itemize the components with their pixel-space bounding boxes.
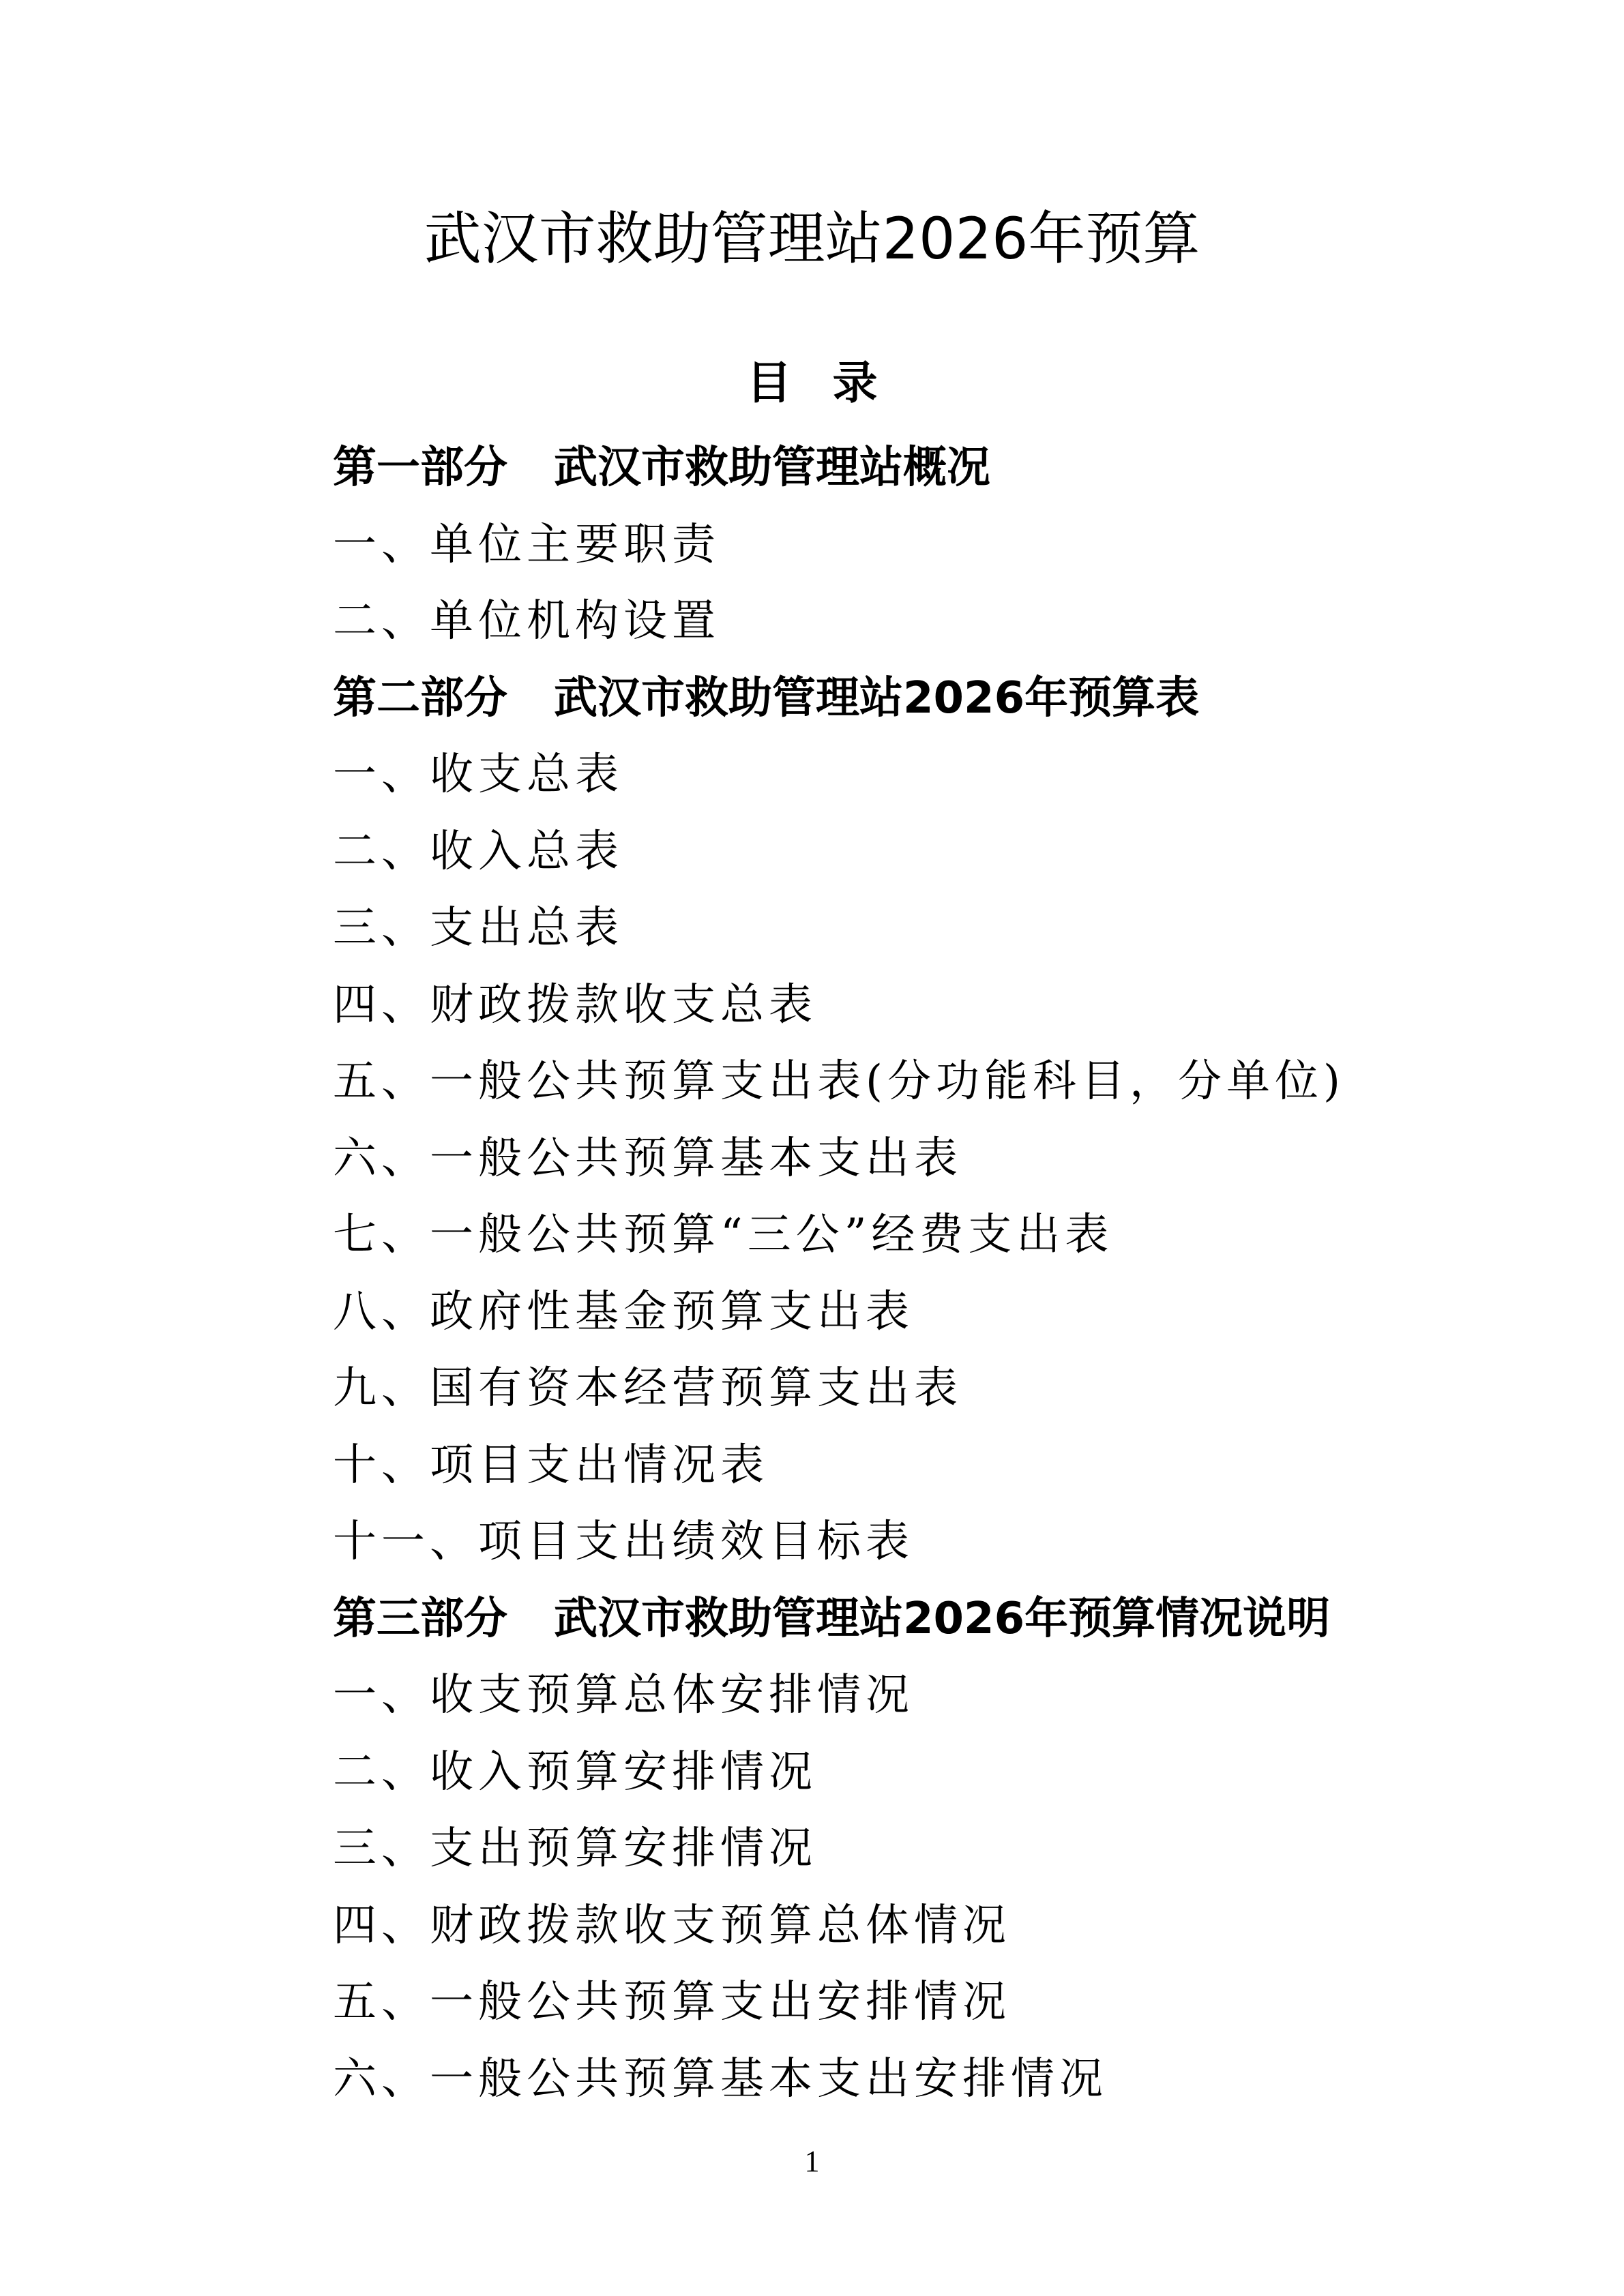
toc-entry: 三、支出总表	[333, 903, 623, 953]
toc-entry: 八、政府性基金预算支出表	[333, 1286, 914, 1337]
toc-part-label: 第二部分	[333, 672, 507, 724]
toc-entry: 四、财政拨款收支总表	[333, 979, 817, 1030]
toc-part-title: 武汉市救助管理站2026年预算表	[554, 672, 1200, 724]
toc-entry: 二、收入总表	[333, 826, 623, 877]
toc-entry: 五、一般公共预算支出安排情况	[333, 1977, 1011, 2027]
toc-entry: 二、收入预算安排情况	[333, 1746, 817, 1798]
toc-part-2	[333, 660, 1561, 737]
toc-entry: 十一、项目支出绩效目标表	[333, 1517, 914, 1567]
table-of-contents	[333, 430, 1561, 2117]
toc-part-title: 武汉市救助管理站概况	[554, 443, 990, 493]
toc-entry: 十、项目支出情况表	[333, 1440, 769, 1491]
toc-part-title: 武汉市救助管理站2026年预算情况说明	[554, 1593, 1331, 1644]
toc-heading: 目录	[746, 357, 919, 409]
document-title: 武汉市救助管理站2026年预算	[424, 205, 1200, 272]
toc-entry: 一、收支总表	[333, 749, 623, 800]
toc-entry: 一、收支预算总体安排情况	[333, 1670, 914, 1720]
toc-part-3	[333, 1581, 1561, 1658]
toc-entry: 七、一般公共预算“三公”经费支出表	[333, 1210, 1114, 1260]
toc-entry: 三、支出预算安排情况	[333, 1823, 817, 1874]
toc-entry: 四、财政拨款收支预算总体情况	[333, 1900, 1011, 1951]
page-number: 1	[804, 2145, 820, 2178]
toc-entry: 九、国有资本经营预算支出表	[333, 1363, 962, 1414]
toc-entry: 二、单位机构设置	[333, 596, 720, 646]
toc-entry: 六、一般公共预算基本支出安排情况	[333, 2053, 1108, 2104]
toc-entry: 六、一般公共预算基本支出表	[333, 1133, 962, 1184]
toc-entry: 一、单位主要职责	[333, 519, 720, 570]
toc-part-label: 第一部分	[333, 443, 507, 493]
toc-part-label: 第三部分	[333, 1593, 507, 1644]
toc-entry: 五、一般公共预算支出表(分功能科目，分单位)	[333, 1056, 1345, 1107]
toc-part-1	[333, 430, 1561, 507]
